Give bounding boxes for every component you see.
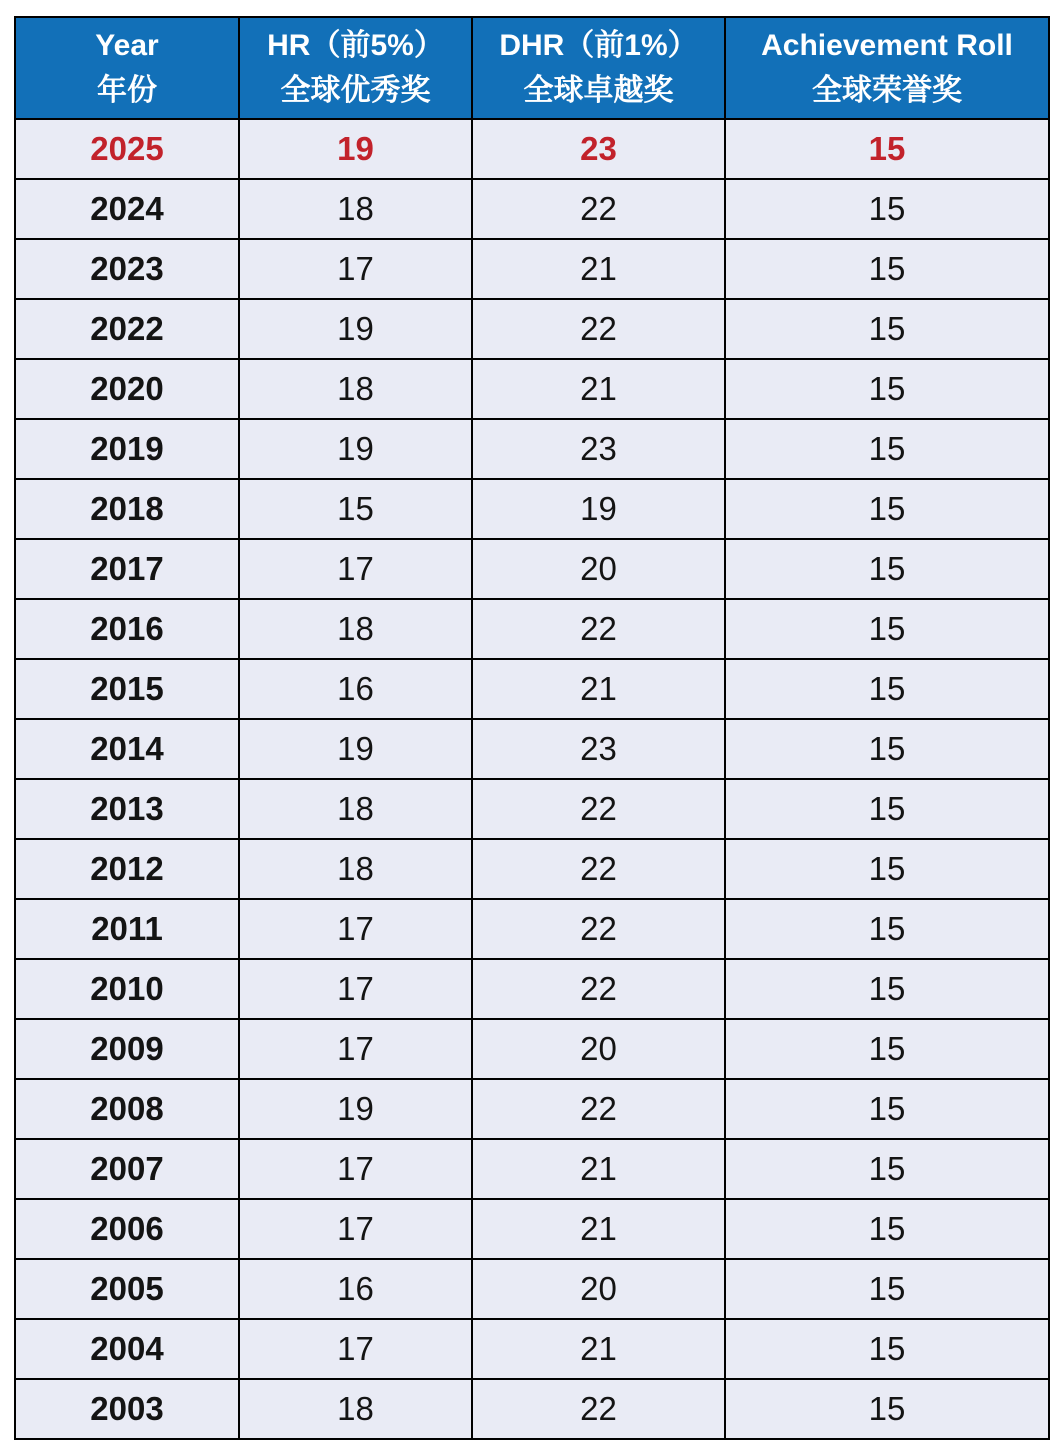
roll-cell: 15 xyxy=(725,1319,1049,1379)
year-cell: 2003 xyxy=(15,1379,239,1439)
hr-cell: 19 xyxy=(239,1079,472,1139)
dhr-cell: 22 xyxy=(472,1379,725,1439)
table-row xyxy=(15,959,1049,1019)
roll-cell: 15 xyxy=(725,959,1049,1019)
hr-cell: 18 xyxy=(239,179,472,239)
header-year-zh: 年份 xyxy=(97,74,157,107)
table-row xyxy=(15,599,1049,659)
year-cell: 2015 xyxy=(15,659,239,719)
table-row xyxy=(15,1379,1049,1439)
roll-cell: 15 xyxy=(725,899,1049,959)
dhr-cell: 23 xyxy=(472,419,725,479)
table-row xyxy=(15,1199,1049,1259)
year-cell: 2014 xyxy=(15,719,239,779)
dhr-cell: 22 xyxy=(472,299,725,359)
hr-cell: 17 xyxy=(239,1199,472,1259)
year-cell: 2011 xyxy=(15,899,239,959)
table-row xyxy=(15,779,1049,839)
header-year-en: Year xyxy=(95,29,159,62)
year-cell: 2007 xyxy=(15,1139,239,1199)
dhr-cell: 21 xyxy=(472,1139,725,1199)
hr-cell: 17 xyxy=(239,1019,472,1079)
hr-cell: 17 xyxy=(239,959,472,1019)
table-row xyxy=(15,1319,1049,1379)
roll-cell: 15 xyxy=(725,539,1049,599)
table-row xyxy=(15,1259,1049,1319)
header-achievement-roll-zh: 全球荣誉奖 xyxy=(812,74,962,107)
header-achievement-roll xyxy=(725,17,1049,119)
table-row xyxy=(15,179,1049,239)
header-achievement-roll-en: Achievement Roll xyxy=(761,29,1013,62)
roll-cell: 15 xyxy=(725,599,1049,659)
table-body xyxy=(15,119,1049,1439)
roll-cell: 15 xyxy=(725,1139,1049,1199)
roll-cell: 15 xyxy=(725,839,1049,899)
header-dhr xyxy=(472,17,725,119)
hr-cell: 17 xyxy=(239,1319,472,1379)
table-row xyxy=(15,299,1049,359)
year-cell: 2025 xyxy=(15,119,239,179)
roll-cell: 15 xyxy=(725,1019,1049,1079)
table-row xyxy=(15,419,1049,479)
roll-cell: 15 xyxy=(725,1079,1049,1139)
year-cell: 2018 xyxy=(15,479,239,539)
hr-cell: 16 xyxy=(239,659,472,719)
hr-cell: 18 xyxy=(239,359,472,419)
dhr-cell: 23 xyxy=(472,719,725,779)
year-cell: 2013 xyxy=(15,779,239,839)
dhr-cell: 20 xyxy=(472,1019,725,1079)
cutoff-table xyxy=(14,16,1050,1440)
table-row xyxy=(15,479,1049,539)
dhr-cell: 22 xyxy=(472,179,725,239)
table-row xyxy=(15,1019,1049,1079)
roll-cell: 15 xyxy=(725,1199,1049,1259)
hr-cell: 15 xyxy=(239,479,472,539)
table-row xyxy=(15,119,1049,179)
dhr-cell: 19 xyxy=(472,479,725,539)
roll-cell: 15 xyxy=(725,179,1049,239)
hr-cell: 19 xyxy=(239,119,472,179)
year-cell: 2009 xyxy=(15,1019,239,1079)
year-cell: 2012 xyxy=(15,839,239,899)
header-hr-zh: 全球优秀奖 xyxy=(280,74,431,107)
hr-cell: 18 xyxy=(239,1379,472,1439)
table-row xyxy=(15,839,1049,899)
year-cell: 2024 xyxy=(15,179,239,239)
year-cell: 2006 xyxy=(15,1199,239,1259)
roll-cell: 15 xyxy=(725,239,1049,299)
table-header xyxy=(15,17,1049,119)
header-hr xyxy=(239,17,472,119)
header-dhr-zh: 全球卓越奖 xyxy=(523,74,674,107)
roll-cell: 15 xyxy=(725,419,1049,479)
year-cell: 2023 xyxy=(15,239,239,299)
hr-cell: 17 xyxy=(239,239,472,299)
dhr-cell: 22 xyxy=(472,899,725,959)
hr-cell: 18 xyxy=(239,839,472,899)
table-row xyxy=(15,239,1049,299)
dhr-cell: 20 xyxy=(472,539,725,599)
dhr-cell: 21 xyxy=(472,359,725,419)
hr-cell: 17 xyxy=(239,1139,472,1199)
table-row xyxy=(15,659,1049,719)
dhr-cell: 22 xyxy=(472,779,725,839)
roll-cell: 15 xyxy=(725,1379,1049,1439)
dhr-cell: 22 xyxy=(472,1079,725,1139)
hr-cell: 16 xyxy=(239,1259,472,1319)
header-hr-en: HR（前5%） xyxy=(267,29,444,62)
roll-cell: 15 xyxy=(725,359,1049,419)
year-cell: 2004 xyxy=(15,1319,239,1379)
dhr-cell: 20 xyxy=(472,1259,725,1319)
dhr-cell: 22 xyxy=(472,599,725,659)
table-row xyxy=(15,1079,1049,1139)
roll-cell: 15 xyxy=(725,659,1049,719)
roll-cell: 15 xyxy=(725,479,1049,539)
dhr-cell: 22 xyxy=(472,839,725,899)
hr-cell: 18 xyxy=(239,599,472,659)
roll-cell: 15 xyxy=(725,299,1049,359)
year-cell: 2022 xyxy=(15,299,239,359)
dhr-cell: 21 xyxy=(472,1319,725,1379)
hr-cell: 19 xyxy=(239,419,472,479)
table-row xyxy=(15,899,1049,959)
year-cell: 2010 xyxy=(15,959,239,1019)
hr-cell: 19 xyxy=(239,719,472,779)
roll-cell: 15 xyxy=(725,119,1049,179)
dhr-cell: 21 xyxy=(472,239,725,299)
table-row xyxy=(15,539,1049,599)
year-cell: 2005 xyxy=(15,1259,239,1319)
year-cell: 2019 xyxy=(15,419,239,479)
table-row xyxy=(15,359,1049,419)
table-row xyxy=(15,719,1049,779)
year-cell: 2016 xyxy=(15,599,239,659)
header-dhr-en: DHR（前1%） xyxy=(499,29,698,62)
hr-cell: 19 xyxy=(239,299,472,359)
roll-cell: 15 xyxy=(725,1259,1049,1319)
dhr-cell: 22 xyxy=(472,959,725,1019)
roll-cell: 15 xyxy=(725,779,1049,839)
header-year xyxy=(15,17,239,119)
roll-cell: 15 xyxy=(725,719,1049,779)
table-row xyxy=(15,1139,1049,1199)
hr-cell: 17 xyxy=(239,899,472,959)
year-cell: 2008 xyxy=(15,1079,239,1139)
hr-cell: 18 xyxy=(239,779,472,839)
year-cell: 2020 xyxy=(15,359,239,419)
year-cell: 2017 xyxy=(15,539,239,599)
hr-cell: 17 xyxy=(239,539,472,599)
dhr-cell: 21 xyxy=(472,659,725,719)
dhr-cell: 21 xyxy=(472,1199,725,1259)
dhr-cell: 23 xyxy=(472,119,725,179)
